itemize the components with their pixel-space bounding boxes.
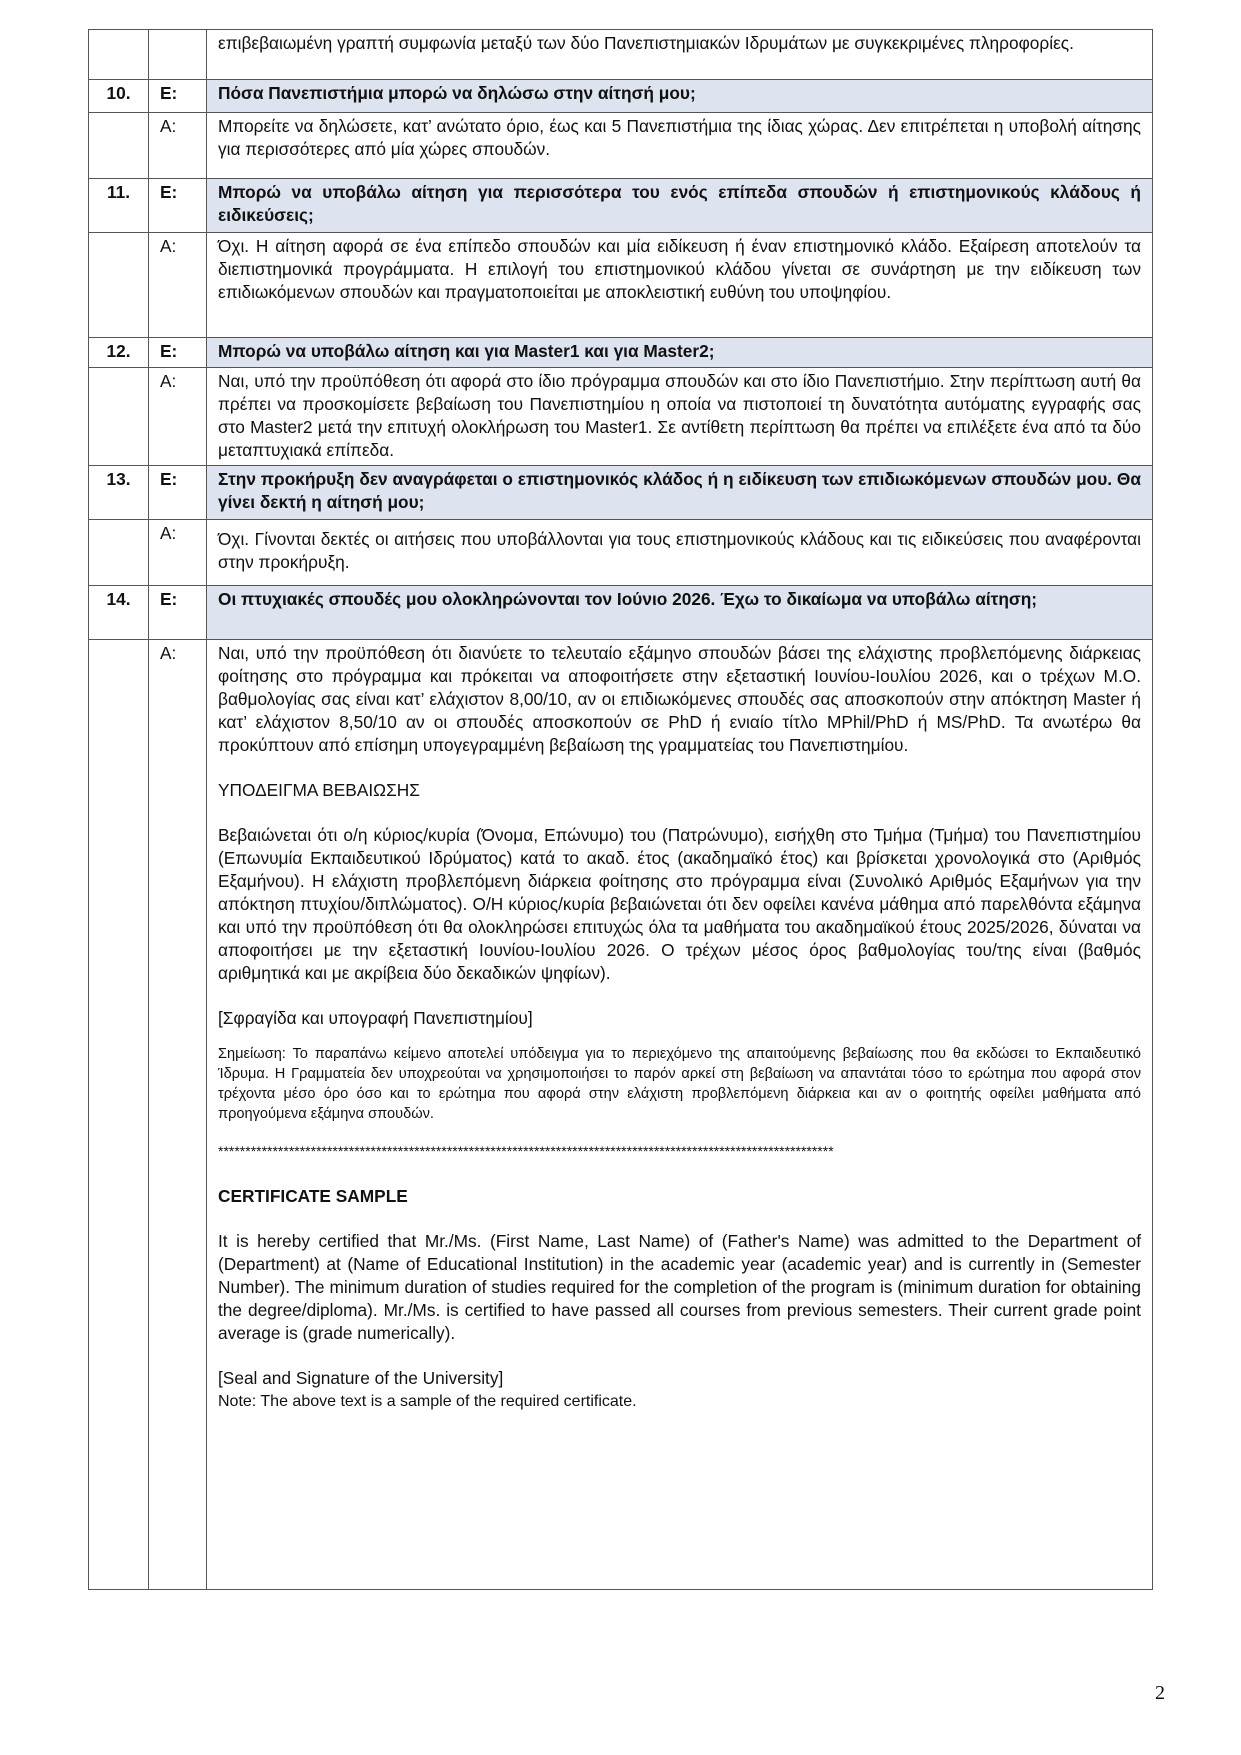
sample-body-greek: Βεβαιώνεται ότι ο/η κύριος/κυρία (Όνομα, Επώνυμο) του (Πατρώνυμο), εισήχθη στο Τμήμα (Τμήμα) του Πανεπιστημίου (Επωνυμία Εκπαιδευτικού Ιδρύματος) κατά το ακαδ. έτος (ακαδημαϊκό έτος) και βρίσκεται χρονολογικά στο (Αριθμός Εξαμήνου). Η ελάχιστη προβλεπόμενη διάρκεια φοίτησης στο πρόγραμμα είναι (Συνολικό Αριθμός Εξαμήνων για την απόκτηση πτυχίου/διπλώματος). Ο/Η κύριος/κυρία βεβαιώνεται ότι δεν οφείλει κανένα μάθημα από παρελθόντα εξάμηνα και υπό την προϋπόθεση ότι θα ολοκληρώσει επιτυχώς όλα τα μαθήματα του ακαδημαϊκού έτους 2025/2026, δύναται να αποφοιτήσει με την εξεταστική Ιουνίου-Ιουλίου 2026. Ο τρέχων μέσος όρος βαθμολογίας του/της είναι (βαθμός αριθμητικά και με ακρίβεια δύο δεκαδικών ψηφίων).: [218, 825, 1141, 983]
answer-text: Όχι. Γίνονται δεκτές οι αιτήσεις που υποβάλλονται για τους επιστημονικούς κλάδους και τις ειδικεύσεις που αναφέρονται στην προκήρυξη.: [207, 520, 1153, 586]
seal-greek: [Σφραγίδα και υπογραφή Πανεπιστημίου]: [218, 1008, 533, 1028]
question-text: Πόσα Πανεπιστήμια μπορώ να δηλώσω στην αίτησή μου;: [207, 80, 1153, 113]
page-number: 2: [1155, 1682, 1165, 1704]
answer-row: [89, 520, 1153, 586]
note-greek: Σημείωση: Το παραπάνω κείμενο αποτελεί υπόδειγμα για το περιεχόμενο της απαιτούμενης βεβαίωσης που θα εκδώσει το Εκπαιδευτικό Ίδρυμα. Η Γραμματεία δεν υποχρεούται να χρησιμοποιήσει το παρόν αρκεί στη βεβαίωση να απαντάται τόσο το ερώτημα που αφορά στον τρέχοντα μέσο όρο όσο και το ερώτημα που αφορά στην ελάχιστη προβλεπόμενη διάρκεια και αν ο φοιτητής οφείλει μαθήματα από προηγούμενα εξάμηνα σπουδών.: [218, 1046, 1141, 1122]
question-number: 13.: [89, 466, 149, 520]
question-text: Στην προκήρυξη δεν αναγράφεται ο επιστημονικός κλάδος ή η ειδίκευση των επιδιωκόμενων σπουδών μου. Θα γίνει δεκτή η αίτησή μου;: [207, 466, 1153, 520]
question-text: Οι πτυχιακές σπουδές μου ολοκληρώνονται τον Ιούνιο 2026. Έχω το δικαίωμα να υποβάλω αίτηση;: [207, 586, 1153, 640]
note-english: Note: The above text is a sample of the required certificate.: [218, 1393, 637, 1410]
question-label: Ε:: [149, 179, 207, 233]
answer-row: [89, 368, 1153, 466]
sample-title-english: CERTIFICATE SAMPLE: [218, 1186, 408, 1206]
question-label: Ε:: [149, 338, 207, 368]
question-label: Ε:: [149, 466, 207, 520]
answer-text: Όχι. Η αίτηση αφορά σε ένα επίπεδο σπουδών και μία ειδίκευση ή έναν επιστημονικό κλάδο. Εξαίρεση αποτελούν τα διεπιστημονικά προγράμματα. Η επιλογή του επιστημονικού κλάδου γίνεται σε συνάρτηση με την ειδίκευση των επιδιωκόμενων σπουδών και πραγματοποιείται με αποκλειστική ευθύνη του υποψηφίου.: [207, 233, 1153, 338]
question-row: [89, 466, 1153, 520]
question-row: [89, 179, 1153, 233]
question-number: 11.: [89, 179, 149, 233]
answer-label: Α:: [149, 640, 207, 1590]
question-number: 10.: [89, 80, 149, 113]
question-row: [89, 338, 1153, 368]
answer-label: Α:: [149, 113, 207, 179]
question-row: [89, 80, 1153, 113]
answer-text: Ναι, υπό την προϋπόθεση ότι αφορά στο ίδιο πρόγραμμα σπουδών και στο ίδιο Πανεπιστήμιο. Στην περίπτωση αυτή θα πρέπει να προσκομίσετε βεβαίωση του Πανεπιστημίου η οποία να πιστοποιεί τη δυνατότητα αυτόματης εγγραφής σας στο Master2 μετά την επιτυχή ολοκλήρωση του Master1. Σε αντίθετη περίπτωση θα πρέπει να επιλέξετε ένα από τα δύο μεταπτυχιακά επίπεδα.: [207, 368, 1153, 466]
separator-stars: *****************************************************************************************************************: [218, 1143, 834, 1159]
faq-table: [88, 29, 1153, 1590]
answer-paragraph: Ναι, υπό την προϋπόθεση ότι διανύετε το τελευταίο εξάμηνο σπουδών βάσει της ελάχιστης προβλεπόμενης διάρκειας φοίτησης στο πρόγραμμα και πρόκειται να αποφοιτήσετε στην εξεταστική Ιουνίου-Ιουλίου 2026, και ο τρέχων Μ.Ο. βαθμολογίας σας είναι κατ’ ελάχιστον 8,00/10, αν οι επιδιωκόμενες σπουδές σας αποσκοπούν στην απόκτηση Master ή κατ’ ελάχιστον 8,50/10 αν οι σπουδές αποσκοπούν σε PhD ή ενιαίο τίτλο MPhil/PhD ή MS/PhD. Τα ανωτέρω θα προκύπτουν από επίσημη υπογεγραμμένη βεβαίωση της γραμματείας του Πανεπιστημίου.: [218, 643, 1141, 755]
answer-label: Α:: [149, 233, 207, 338]
answer-text: [207, 640, 1153, 1590]
answer-label: Α:: [149, 368, 207, 466]
sample-body-english: It is hereby certified that Mr./Ms. (First Name, Last Name) of (Father's Name) was admitted to the Department of (Department) at (Name of Educational Institution) in the academic year (academic year) and is currently in (Semester Number). The minimum duration of studies required for the completion of the program is (minimum duration for obtaining the degree/diploma). Mr./Ms. is certified to have passed all courses from previous semesters. Their current grade point average is (grade numerically).: [218, 1231, 1141, 1343]
table-row: [89, 30, 1153, 80]
question-text: Μπορώ να υποβάλω αίτηση για περισσότερα του ενός επίπεδα σπουδών ή επιστημονικούς κλάδους ή ειδικεύσεις;: [207, 179, 1153, 233]
answer-label: Α:: [149, 520, 207, 586]
seal-english: [Seal and Signature of the University]: [218, 1368, 504, 1388]
question-text: Μπορώ να υποβάλω αίτηση και για Master1 και για Master2;: [207, 338, 1153, 368]
question-number: 12.: [89, 338, 149, 368]
answer-row: [89, 640, 1153, 1590]
sample-title-greek: ΥΠΟΔΕΙΓΜΑ ΒΕΒΑΙΩΣΗΣ: [218, 780, 420, 800]
question-label: Ε:: [149, 80, 207, 113]
question-label: Ε:: [149, 586, 207, 640]
question-number: 14.: [89, 586, 149, 640]
question-row: [89, 586, 1153, 640]
answer-continuation: επιβεβαιωμένη γραπτή συμφωνία μεταξύ των δύο Πανεπιστημιακών Ιδρυμάτων με συγκεκριμένες πληροφορίες.: [207, 30, 1153, 80]
answer-row: [89, 233, 1153, 338]
answer-text: Μπορείτε να δηλώσετε, κατ’ ανώτατο όριο, έως και 5 Πανεπιστήμια της ίδιας χώρας. Δεν επιτρέπεται η υποβολή αίτησης για περισσότερες από μία χώρες σπουδών.: [207, 113, 1153, 179]
answer-row: [89, 113, 1153, 179]
